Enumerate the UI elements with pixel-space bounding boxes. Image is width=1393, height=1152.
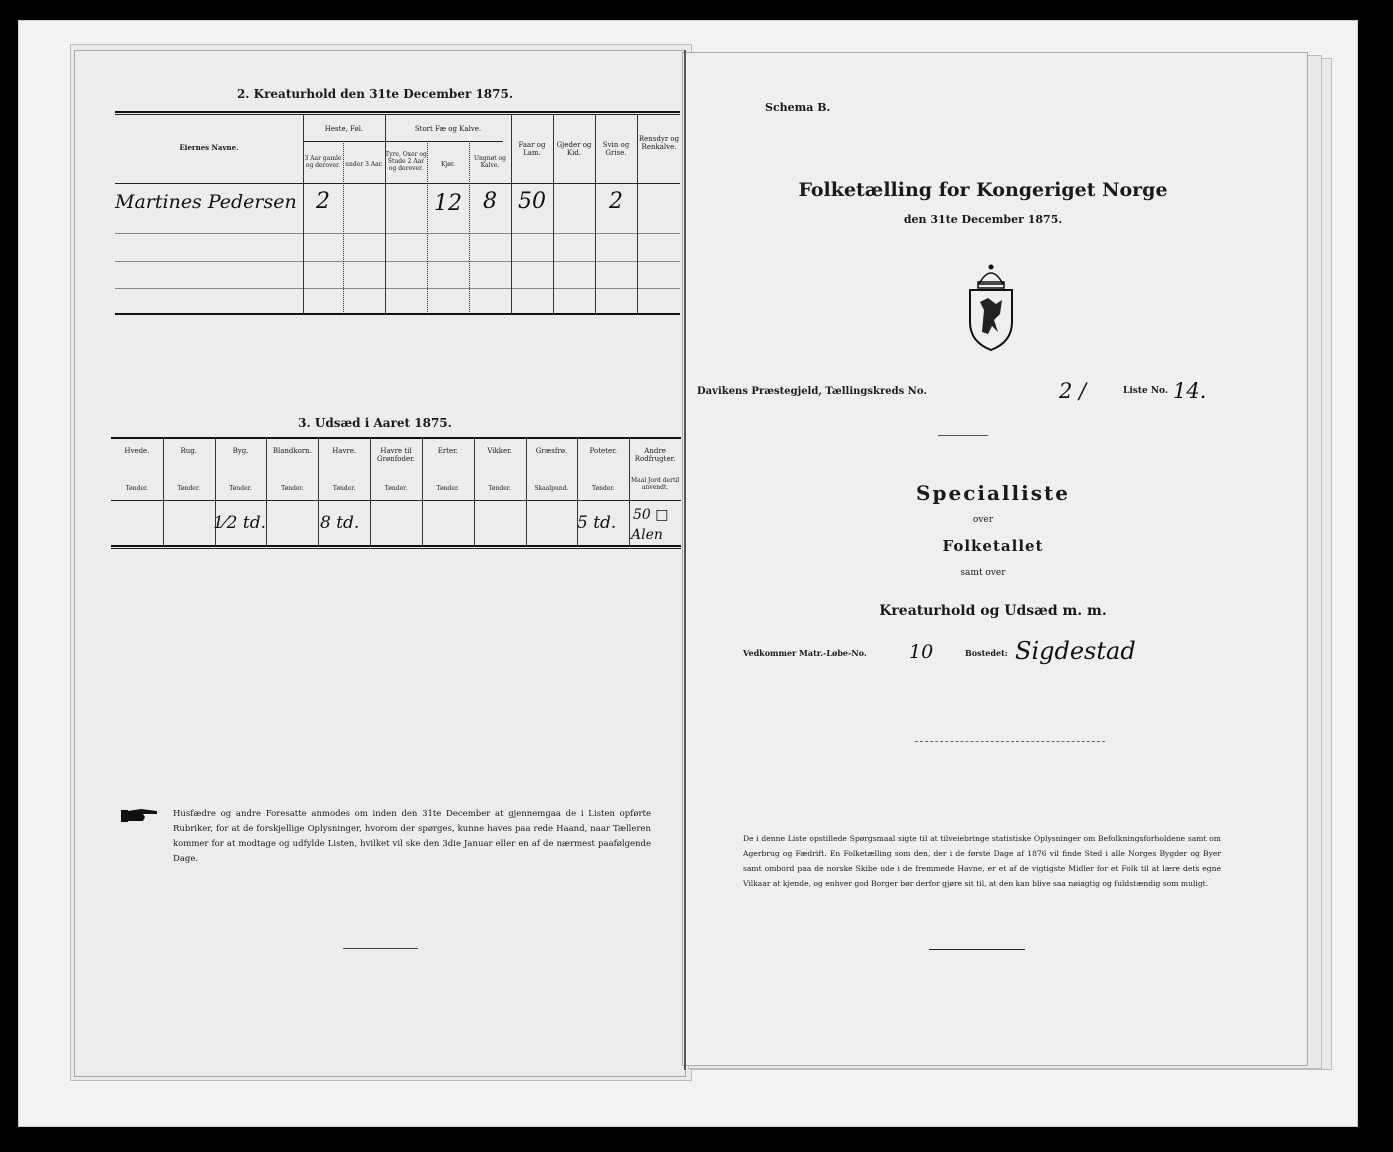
parish-line	[697, 379, 1297, 405]
owner-name: Martines Pedersen	[115, 191, 297, 213]
udsaed-column-divider	[422, 439, 423, 546]
footer-text: De i denne Liste opstillede Spørgsmaal sigte til at tilveiebringe statistiske Oplysninger om Befolkningsforholdene samt om Agerbrug og Fædrift. En Folketælling som den, der i de første Dage af 1876 vil finde Sted i alle Norges Bygder og Byer samt ombord paa de norske Skibe ude i de fremmede Havne, er et af de vigtigste Midler for et Folk til at lære dets egne Vilkaar at kjende, og enhver god Borger bør derfor gjøre sit til, at den kan blive saa nøiagtig og fuldstændig som muligt.	[743, 834, 1221, 888]
pointing-hand-icon	[121, 805, 159, 825]
svin-value: 2	[609, 189, 623, 214]
kreaturhold-title: Kreaturhold og Udsæd m. m.	[879, 603, 1107, 619]
udsaed-column-divider	[215, 439, 216, 546]
right-page	[682, 52, 1308, 1066]
udsaed-col-unit: Tønder.	[125, 485, 149, 492]
coat-of-arms-icon	[966, 258, 1016, 353]
udsaed-col-unit: Tønder.	[281, 485, 304, 492]
notice-text: Husfædre og andre Foresatte anmodes om inden den 31te December at gjennemgaa de i Listen opførte Rubriker, for at de forskjellige Oplysninger, hvorom der spørges, kunne haves paa rede Haand, naar Tælleren kommer for at modtage og udfylde Listen, hvilket vil ske den 3die Januar eller en af de nærmest paafølgende Dage.	[173, 809, 651, 864]
matr-line	[743, 637, 1283, 667]
udsaed-col-unit: Tønder.	[592, 485, 615, 492]
faar-header: Faar og Lam.	[518, 141, 546, 157]
census-subtitle: den 31te December 1875.	[903, 213, 1063, 226]
census-title: Folketælling for Kongeriget Norge	[798, 179, 1168, 201]
schema-label: Schema B.	[765, 101, 831, 114]
stort-b-header: Kjør.	[440, 161, 456, 168]
gjeder-header: Gjeder og Kid.	[556, 141, 592, 157]
udsaed-column-divider	[577, 439, 578, 546]
udsaed-col-name: Græsfrø.	[535, 447, 568, 455]
kjor-value: 12	[434, 191, 462, 216]
havre-value: 8 td.	[320, 513, 360, 533]
kreds-no: 2 /	[1059, 379, 1087, 403]
udsaed-col-unit: Maal Jord dertil anvendt.	[630, 477, 680, 491]
section2-title: 2. Kreaturhold den 31te December 1875.	[236, 87, 514, 101]
udsaed-column-divider	[526, 439, 527, 546]
section3-title: 3. Udsæd i Aaret 1875.	[298, 416, 452, 430]
udsaed-col-name: Rug.	[180, 447, 197, 455]
udsaed-col-name: Erter.	[437, 447, 458, 455]
page-gutter	[684, 50, 686, 1070]
matr-no: 10	[909, 641, 934, 663]
udsaed-col-name: Hvede.	[124, 447, 150, 455]
bostedet-label: Bostedet:	[965, 648, 1008, 658]
udsaed-col-name: Havre.	[332, 447, 357, 455]
andre-value-2: Alen	[631, 527, 663, 543]
andre-value-1: 50 □	[633, 507, 669, 523]
udsaed-col-name: Havre til Grønfoder.	[377, 447, 415, 463]
liste-no: 14.	[1173, 379, 1207, 403]
folketallet-title: Folketallet	[942, 537, 1044, 555]
udsaed-col-unit: Tønder.	[488, 485, 511, 492]
faar-value: 50	[518, 189, 546, 214]
heste-b-header: under 3 Aar.	[345, 161, 383, 168]
over-text-1: over	[972, 515, 994, 525]
udsaed-col-unit: Tønder.	[177, 485, 200, 492]
heste-a-header: 3 Aar gamle og derover.	[304, 155, 342, 169]
heste-value: 2	[316, 189, 330, 214]
udsaed-column-divider	[474, 439, 475, 546]
udsaed-col-unit: Skaalpund.	[534, 485, 569, 492]
udsaed-col-name: Andre Rodfrugter.	[634, 447, 676, 463]
over-text-2: samt over	[960, 568, 1006, 578]
ungnot-value: 8	[483, 189, 497, 214]
udsaed-column-divider	[318, 439, 319, 546]
bostedet-value: Sigdestad	[1015, 637, 1136, 665]
stort-a-header: Tyre, Oxer og Stude 2 Aar og derover.	[385, 151, 427, 172]
stort-c-header: Ungnøt og Kalve.	[473, 155, 506, 169]
owner-header: Eiernes Navne.	[179, 143, 239, 152]
udsaed-column-divider	[266, 439, 267, 546]
left-page	[74, 50, 686, 1077]
udsaed-column-divider	[163, 439, 164, 546]
udsaed-col-name: Blandkorn.	[272, 447, 312, 455]
poteter-value: 5 td.	[577, 513, 617, 533]
parish-label: Davikens Præstegjeld, Tællingskreds No.	[697, 386, 927, 397]
udsaed-col-unit: Tønder.	[332, 485, 356, 492]
stort-header: Stort Fæ og Kalve.	[414, 125, 482, 133]
udsaed-col-name: Byg.	[232, 447, 249, 455]
liste-label: Liste No.	[1123, 386, 1169, 396]
udsaed-col-name: Poteter.	[589, 447, 617, 455]
matr-label: Vedkommer Matr.-Løbe-No.	[743, 648, 867, 658]
specialliste-title: Specialliste	[916, 481, 1070, 505]
udsaed-col-unit: Tønder.	[384, 485, 408, 492]
heste-header: Heste, Føl.	[324, 125, 364, 133]
udsaed-col-unit: Tønder.	[229, 485, 252, 492]
udsaed-col-name: Vikker.	[487, 447, 512, 455]
rensdyr-header: Rensdyr og Renkalve.	[638, 135, 680, 151]
byg-value: 1⁄2 td.	[213, 513, 266, 533]
svin-header: Svin og Grise.	[602, 141, 630, 157]
udsaed-col-unit: Tønder.	[436, 485, 460, 492]
